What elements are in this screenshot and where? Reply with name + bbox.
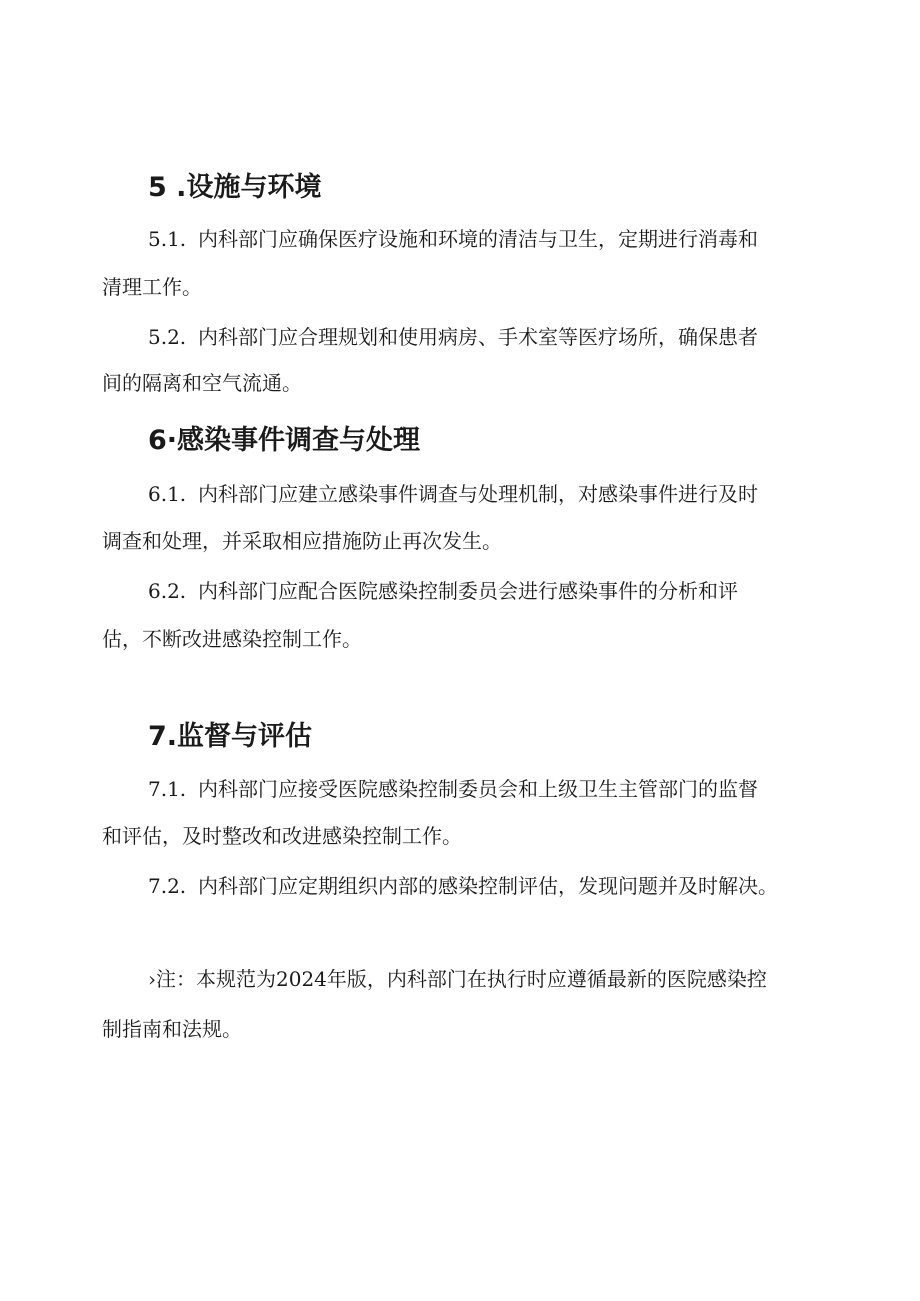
section-7-heading: 7.监督与评估 [148,721,313,752]
item-6-1-line2: 调查和处理，并采取相应措施防止再次发生。 [102,529,502,553]
item-5-2-line2: 间的隔离和空气流通。 [102,371,302,395]
item-7-1-line2: 和评估，及时整改和改进感染控制工作。 [102,824,462,848]
section-6-heading: 6·感染事件调查与处理 [148,425,421,456]
note-line1: ›注：本规范为2024年版，内科部门在执行时应遵循最新的医院感染控 [148,967,767,991]
item-6-2-number: 6.2. [148,579,187,603]
item-5-1-line2: 清理工作。 [102,275,202,299]
note-line2: 制指南和法规。 [102,1017,242,1041]
item-5-2-line1 [148,324,758,350]
item-5-1-line1 [148,226,758,252]
item-7-2-line1 [148,873,778,899]
item-7-2-number: 7.2. [148,874,187,898]
item-5-2-number: 5.2. [148,325,187,349]
item-6-1-text: 内科部门应建立感染事件调查与处理机制，对感染事件进行及时 [198,482,758,506]
item-7-1-number: 7.1. [148,777,187,801]
item-5-1-number: 5.1. [148,227,187,251]
item-5-2-text: 内科部门应合理规划和使用病房、手术室等医疗场所，确保患者 [198,325,758,349]
item-6-2-line2: 估，不断改进感染控制工作。 [102,627,362,651]
item-6-1-line1 [148,481,758,507]
item-6-2-text: 内科部门应配合医院感染控制委员会进行感染事件的分析和评 [198,579,738,603]
item-7-1-text: 内科部门应接受医院感染控制委员会和上级卫生主管部门的监督 [198,777,758,801]
section-5-heading: 5 .设施与环境 [148,172,322,203]
item-7-1-line1 [148,776,758,802]
item-6-2-line1 [148,578,738,604]
item-7-2-text: 内科部门应定期组织内部的感染控制评估，发现问题并及时解决。 [198,874,778,898]
item-5-1-text: 内科部门应确保医疗设施和环境的清洁与卫生，定期进行消毒和 [198,227,758,251]
item-6-1-number: 6.1. [148,482,187,506]
